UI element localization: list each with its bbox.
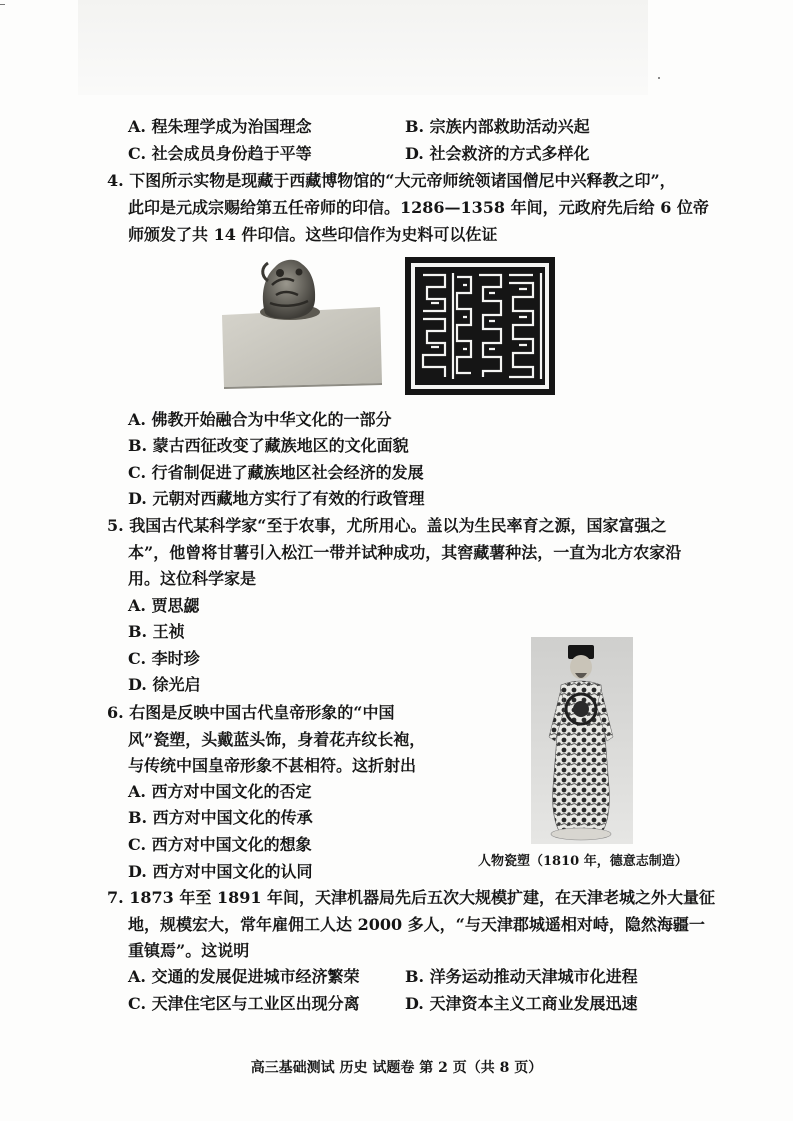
q6-stem-line-2: 风”瓷塑，头戴蓝头饰，身着花卉纹长袍，	[128, 730, 426, 749]
q4-option-c[interactable]: C. 行省制促进了藏族地区社会经济的发展	[128, 463, 424, 482]
q5-stem-line-2: 本”，他曾将甘薯引入松江一带并试种成功，其窖藏薯种法，一直为北方农家沿	[128, 543, 682, 562]
q5-option-d[interactable]: D. 徐光启	[128, 675, 201, 694]
q5-option-c[interactable]: C. 李时珍	[128, 649, 200, 668]
q4-stem-line-2: 此印是元成宗赐给第五任帝师的印信。1286—1358 年间，元政府先后给 6 位帝	[128, 198, 709, 217]
q7-option-d[interactable]: D. 天津资本主义工商业发展迅速	[405, 994, 638, 1013]
q6-option-c[interactable]: C. 西方对中国文化的想象	[128, 835, 312, 854]
page-footer: 高三基础测试 历史 试题卷 第 2 页（共 8 页）	[250, 1060, 543, 1076]
q6-stem-line-3: 与传统中国皇帝形象不甚相符。这折射出	[128, 756, 417, 775]
q4-stem-line-1: 4. 下图所示实物是现藏于西藏博物馆的“大元帝师统领诸国僧尼中兴释教之印”，	[107, 171, 676, 190]
q6-option-a[interactable]: A. 西方对中国文化的否定	[128, 782, 312, 801]
q6-option-d[interactable]: D. 西方对中国文化的认同	[128, 862, 313, 881]
q4-option-b[interactable]: B. 蒙古西征改变了藏族地区的文化面貌	[128, 436, 409, 455]
q3-option-b[interactable]: B. 宗族内部救助活动兴起	[405, 117, 590, 136]
q3-option-a[interactable]: A. 程朱理学成为治国理念	[128, 117, 312, 136]
q3-option-c[interactable]: C. 社会成员身份趋于平等	[128, 144, 312, 163]
corner-mark	[0, 4, 5, 5]
q7-option-b[interactable]: B. 洋务运动推动天津城市化进程	[405, 967, 638, 986]
q5-option-a[interactable]: A. 贾思勰	[128, 596, 200, 615]
porcelain-figurine-photo	[531, 637, 633, 844]
scan-shadow	[78, 0, 648, 95]
q4-stem-line-3: 师颁发了共 14 件印信。这些印信作为史料可以佐证	[128, 225, 498, 244]
q4-option-d[interactable]: D. 元朝对西藏地方实行了有效的行政管理	[128, 489, 425, 508]
q5-stem-line-3: 用。这位科学家是	[128, 569, 257, 588]
q7-stem-line-1: 7. 1873 年至 1891 年间，天津机器局先后五次大规模扩建，在天津老城之外大量征	[107, 888, 716, 907]
q5-option-b[interactable]: B. 王祯	[128, 622, 185, 641]
q7-stem-line-3: 重镇焉”。这说明	[128, 941, 250, 960]
q4-option-a[interactable]: A. 佛教开始融合为中华文化的一部分	[128, 410, 392, 429]
q6-option-b[interactable]: B. 西方对中国文化的传承	[128, 808, 313, 827]
seal-photo	[220, 255, 385, 390]
scan-speck	[658, 77, 660, 79]
q5-stem-line-1: 5. 我国古代某科学家“至于农事，尤所用心。盖以为生民率育之源，国家富强之	[107, 516, 667, 535]
q7-stem-line-2: 地，规模宏大，常年雇佣工人达 2000 多人，“与天津郡城遥相对峙，隐然海疆一	[128, 915, 705, 934]
q7-option-c[interactable]: C. 天津住宅区与工业区出现分离	[128, 994, 360, 1013]
q3-option-d[interactable]: D. 社会救济的方式多样化	[405, 144, 590, 163]
seal-stamp-impression	[405, 257, 555, 395]
q6-stem-line-1: 6. 右图是反映中国古代皇帝形象的“中国	[107, 703, 395, 722]
figurine-caption: 人物瓷塑（1810 年，德意志制造）	[478, 854, 688, 869]
q7-option-a[interactable]: A. 交通的发展促进城市经济繁荣	[128, 967, 360, 986]
